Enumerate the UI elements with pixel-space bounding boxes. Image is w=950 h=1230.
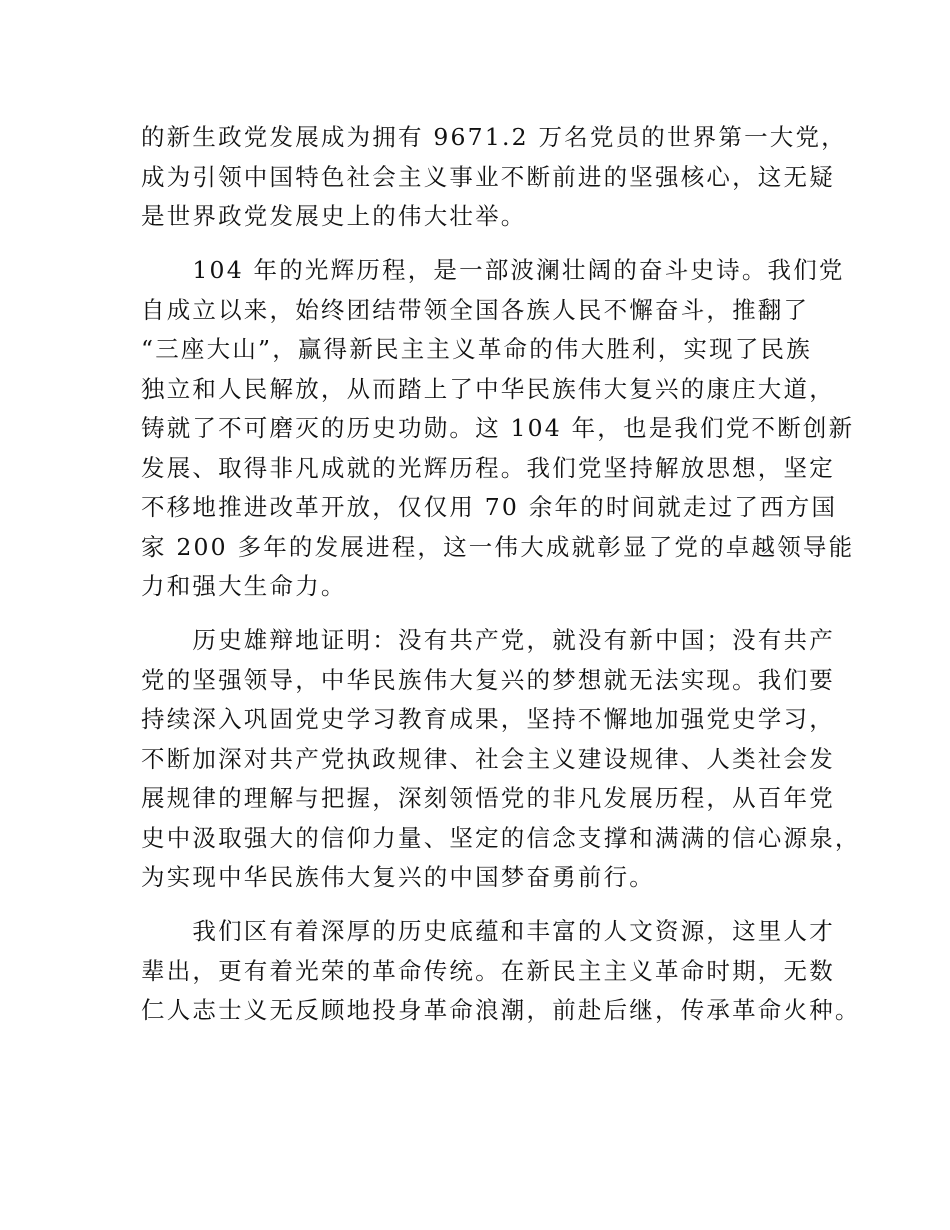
paragraph-spacer xyxy=(141,898,831,913)
text-line: 独立和人民解放，从而踏上了中华民族伟大复兴的康庄大道， xyxy=(141,374,835,403)
paragraph-1 xyxy=(141,118,847,237)
text-line: 历史雄辩地证明：没有共产党，就没有新中国；没有共产 xyxy=(141,626,835,654)
text-line: 力和强大生命力。 xyxy=(141,572,347,600)
text-line: 不移地推进改革开放，仅仅用 70 余年的时间就走过了西方国 xyxy=(141,493,838,521)
text-line: 自成立以来，始终团结带领全国各族人民不懈奋斗，推翻了 xyxy=(141,295,810,324)
paragraph-4 xyxy=(141,912,861,1031)
document-body xyxy=(141,118,861,1031)
text-line: 仁人志士义无反顾地投身革命浪潮，前赴后继，传承革命火种。 xyxy=(141,996,861,1024)
text-line: 展规律的理解与把握，深刻领悟党的非凡发展历程，从百年党 xyxy=(141,784,835,812)
paragraph-spacer xyxy=(141,607,831,622)
text-line: 我们区有着深厚的历史底蕴和丰富的人文资源，这里人才 xyxy=(141,917,835,945)
text-line: 104 年的光辉历程，是一部波澜壮阔的奋斗史诗。我们党 xyxy=(141,256,845,284)
text-line: 铸就了不可磨灭的历史功勋。这 104 年，也是我们党不断创新 xyxy=(141,414,855,442)
paragraph-3 xyxy=(141,621,861,898)
text-line: “三座大山”，赢得新民主主义革命的伟大胜利，实现了民族 xyxy=(141,335,812,363)
text-line: 的新生政党发展成为拥有 9671.2 万名党员的世界第一大党， xyxy=(141,123,847,151)
text-line: 史中汲取强大的信仰力量、坚定的信念支撑和满满的信心源泉， xyxy=(141,823,861,852)
text-line: 是世界政党发展史上的伟大壮举。 xyxy=(141,202,527,230)
text-line: 辈出，更有着光荣的革命传统。在新民主主义革命时期，无数 xyxy=(141,956,835,985)
text-line: 党的坚强领导，中华民族伟大复兴的梦想就无法实现。我们要 xyxy=(141,665,835,694)
text-line: 为实现中华民族伟大复兴的中国梦奋勇前行。 xyxy=(141,863,655,891)
text-line: 家 200 多年的发展进程，这一伟大成就彰显了党的卓越领导能 xyxy=(141,532,855,561)
text-line: 持续深入巩固党史学习教育成果，坚持不懈地加强党史学习， xyxy=(141,705,835,733)
paragraph-spacer xyxy=(141,237,831,252)
text-line: 发展、取得非凡成就的光辉历程。我们党坚持解放思想，坚定 xyxy=(141,453,835,482)
text-line: 成为引领中国特色社会主义事业不断前进的坚强核心，这无疑 xyxy=(141,162,835,191)
paragraph-2 xyxy=(141,251,855,607)
text-line: 不断加深对共产党执政规律、社会主义建设规律、人类社会发 xyxy=(141,744,835,773)
